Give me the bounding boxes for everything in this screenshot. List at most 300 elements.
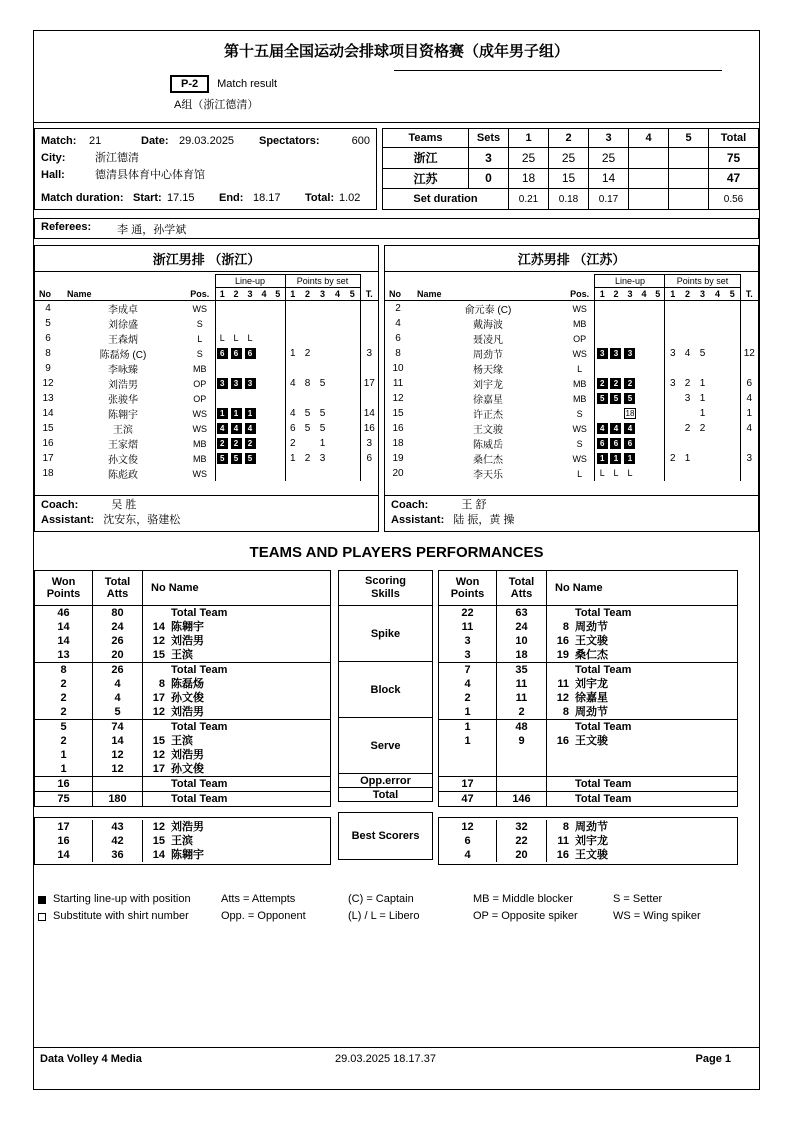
player-number: 6 [395,333,401,344]
performance-row [439,792,737,806]
points-in-set [330,361,345,376]
points-in-set [300,361,315,376]
start-value: 17.15 [167,192,195,204]
player-number [547,606,569,620]
points-in-set [665,391,680,406]
set-score: 14 [589,168,629,189]
player-number: 11 [392,378,404,389]
legend-item: OP = Opposite spiker [473,910,578,922]
points-in-set: 4 [285,376,300,391]
starting-position-square: 5 [610,393,621,404]
roster-group-header-row [385,275,758,288]
player-name: 周劲节 [575,621,608,633]
points-in-set: 5 [699,348,706,359]
points-in-set [725,316,740,331]
player-number [547,777,569,791]
won-points-value: 1 [35,748,93,762]
roster-home [34,245,379,532]
points-in-set [285,316,300,331]
player-number [143,792,165,806]
legend-row [38,891,759,908]
points-set-header: 3 [695,288,710,301]
player-row [385,436,758,451]
points-in-set [710,451,725,466]
player-name: 刘徐盛 [107,320,138,331]
set-score: 18 [509,168,549,189]
points-in-set [665,361,680,376]
points-in-set [330,436,345,451]
player-number: 15 [152,835,165,847]
player-number: 14 [152,621,165,633]
starting-position-square: 5 [597,393,608,404]
starting-position-square: 2 [624,378,635,389]
points-in-set [315,466,330,481]
points-in-set [725,406,740,421]
points-in-set [695,361,710,376]
points-in-set: 5 [304,408,311,419]
assistant-label: Assistant: [41,514,95,526]
player-name: Total Team [575,664,632,676]
total-atts-value: 10 [497,634,547,648]
player-number: 20 [392,468,404,479]
set-score [669,148,709,169]
match-number: 21 [89,135,102,147]
points-in-set [725,376,740,391]
won-points-header: Won Points [439,571,497,605]
points-in-set [345,346,360,361]
won-points-value: 16 [35,777,93,791]
performance-row [35,606,330,620]
points-set-header: 1 [665,288,680,301]
set-duration-row [383,189,759,210]
performance-row [35,634,330,648]
teams-header: Teams [383,129,469,148]
points-in-set [710,316,725,331]
total-atts-value: 24 [497,620,547,634]
won-points-value: 6 [439,834,497,848]
player-name: Total Team [575,778,632,790]
player-number: 17 [152,763,165,775]
player-number: 10 [392,363,404,374]
total-atts-value: 26 [93,634,143,648]
starting-position-square: 6 [231,348,242,359]
open-square-icon [38,913,46,921]
total-atts-value [93,777,143,791]
player-name: 陈威岳 [472,440,503,451]
won-points-value: 14 [35,848,93,862]
points-in-set: 4 [285,406,300,421]
player-number: 16 [556,849,569,861]
substitute-square: 18 [625,409,635,418]
performance-row [439,820,737,834]
total-atts-header: Total Atts [93,571,143,605]
legend-item: S = Setter [613,893,663,905]
points-set-header: 1 [285,288,300,301]
won-points-value: 17 [439,777,497,791]
player-row [35,421,378,436]
lineup-set-header: 3 [243,288,257,301]
player-row [35,346,378,361]
player-number: 4 [45,303,51,314]
player-name: 刘宇龙 [575,678,608,690]
no-header: No [35,288,61,301]
referees-label: Referees: [41,221,92,233]
won-points-value: 1 [439,734,497,748]
away-roster-table [385,274,758,481]
pos-header: Pos. [565,288,595,301]
player-name: 刘浩男 [171,706,204,718]
player-name: Total Team [171,607,228,619]
points-in-set [315,301,330,317]
home-team-title: 浙江男排 （浙江） [35,246,378,272]
points-in-set [315,346,330,361]
player-number [143,720,165,734]
spectators-value: 600 [351,135,370,147]
player-name: 陈翱宇 [171,621,204,633]
set2-header: 2 [549,129,589,148]
player-position: MB [572,393,587,404]
total-atts-value [497,762,547,776]
lineup-set-header: 1 [215,288,229,301]
player-name: 徐嘉星 [472,395,503,406]
points-in-set [695,301,710,317]
performance-row [35,691,330,705]
skill-label-opperror: Opp.error [339,773,432,787]
points-in-set [665,316,680,331]
won-points-value: 4 [439,677,497,691]
player-position: MB [192,363,207,374]
coach-row [391,498,752,513]
no-name-header: No Name [151,582,199,594]
points-total: 3 [360,436,378,451]
points-total [740,466,758,481]
player-name: 桑仁杰 [472,455,503,466]
won-points-value: 8 [35,663,93,677]
player-name: 聂凌凡 [472,335,503,346]
skill-group-block [35,662,330,719]
performance-row [35,762,330,776]
player-name: 王文骏 [575,735,608,747]
total-atts-value: 36 [93,848,143,862]
footer-page: Page 1 [695,1053,731,1065]
player-number: 9 [45,363,51,374]
points-in-set [330,421,345,436]
won-points-value: 47 [439,792,497,806]
performance-row [35,834,330,848]
player-number: 15 [152,735,165,747]
player-name: 周劲节 [575,706,608,718]
performance-row [439,720,737,734]
legend [38,891,759,925]
away-coach-box [385,495,758,531]
points-in-set [345,301,360,317]
points-in-set [710,346,725,361]
player-name: Total Team [171,778,228,790]
performance-row [439,834,737,848]
player-number: 11 [557,835,569,847]
player-name: 李天乐 [472,470,503,481]
player-name: 桑仁杰 [575,649,608,661]
points-in-set: 2 [285,436,300,451]
player-position: WS [192,408,207,419]
points-in-set [330,346,345,361]
points-in-set [710,331,725,346]
points-in-set [345,421,360,436]
total-atts-header: Total Atts [497,571,547,605]
player-name: 周劲节 [575,821,608,833]
points-total [360,316,378,331]
player-row [385,301,758,317]
home-coach-box [35,495,378,531]
performance-row [35,792,330,806]
player-number: 8 [395,348,401,359]
total-header: Total [709,129,759,148]
end-label: End: [219,192,244,204]
player-number: 15 [152,649,165,661]
player-name: 王文骏 [575,635,608,647]
coach-label: Coach: [41,499,79,511]
points-in-set [315,361,330,376]
player-number [143,663,165,677]
legend-item: Starting line-up with position [53,893,191,905]
points-in-set [680,361,695,376]
performances-row [34,570,759,865]
points-total [740,331,758,346]
performance-row [439,762,737,776]
starting-position-square: 1 [610,453,621,464]
total-atts-value: 20 [497,848,547,862]
points-total [740,361,758,376]
skill-group-total [439,791,737,806]
won-points-value [439,762,497,776]
skill-group-serve [35,719,330,776]
points-in-set [725,301,740,317]
skill-label-block: Block [339,661,432,717]
points-in-set [725,451,740,466]
player-number [143,606,165,620]
total-value: 1.02 [339,192,361,204]
player-position: S [576,408,583,419]
player-position: L [197,333,203,344]
total-atts-value: 12 [93,762,143,776]
player-number: 16 [42,438,54,449]
points-in-set: 2 [304,348,311,359]
player-position: MB [192,438,207,449]
points-in-set [680,331,695,346]
player-number: 8 [562,821,569,833]
points-in-set [695,331,710,346]
lineup-header: Line-up [595,275,665,288]
starting-position-square: 4 [597,423,608,434]
player-name: 李咏臻 [107,365,138,376]
points-in-set: 1 [684,453,691,464]
team-name: 江苏 [383,168,469,189]
total-atts-value: 26 [93,663,143,677]
player-name: 俞元泰 (C) [464,305,512,316]
lineup-set-header: 4 [257,288,271,301]
points-in-set [695,466,710,481]
performance-row [35,648,330,662]
city-label: City: [41,152,66,164]
points-in-set [345,391,360,406]
total-atts-value: 42 [93,834,143,848]
player-position: S [196,348,203,359]
points-in-set [710,361,725,376]
starting-position-square: 2 [217,438,228,449]
points-in-set [330,406,345,421]
skill-group-spike [439,605,737,662]
player-number: 12 [42,378,54,389]
total-atts-value: 20 [93,648,143,662]
sets-won: 3 [469,148,509,169]
points-in-set [285,331,300,346]
points-in-set: 6 [285,421,300,436]
points-total: 6 [740,376,758,391]
player-position: S [196,318,203,329]
player-name: 刘浩男 [171,821,204,833]
roster-column-header-row [35,288,378,301]
points-total [740,316,758,331]
points-in-set [680,406,695,421]
performance-row [35,663,330,677]
points-in-set [725,361,740,376]
player-number: 12 [392,393,404,404]
lineup-set-header: 2 [229,288,243,301]
player-row [35,376,378,391]
coach-label: Coach: [391,499,429,511]
player-position: L [577,363,583,374]
player-row [385,361,758,376]
points-set-header: 2 [680,288,695,301]
total-atts-value: 43 [93,820,143,834]
points-total: 3 [740,451,758,466]
points-total: 12 [740,346,758,361]
performance-row [35,720,330,734]
sets-won: 0 [469,168,509,189]
pos-header: Pos. [185,288,215,301]
player-row [35,391,378,406]
legend-item: Opp. = Opponent [221,910,306,922]
player-number: 16 [556,735,569,747]
points-in-set [695,316,710,331]
points-in-set [330,301,345,317]
player-name: 陈翱宇 [107,410,138,421]
legend-item: (C) = Captain [348,893,414,905]
player-number: 18 [42,468,54,479]
starting-position-square: 5 [231,453,242,464]
libero-mark: L [233,333,239,343]
player-number [547,762,569,776]
total-atts-value: 74 [93,720,143,734]
player-position: WS [572,348,587,359]
points-in-set: 2 [304,453,311,464]
form-code-row [170,75,759,93]
starting-position-square: 4 [231,423,242,434]
date-value: 29.03.2025 [179,135,235,147]
total-atts-value [497,748,547,762]
points-total [360,301,378,317]
total-atts-value: 11 [497,677,547,691]
points-in-set: 2 [684,423,691,434]
player-name: 刘浩男 [107,380,138,391]
points-total: 3 [360,346,378,361]
player-row [385,466,758,481]
player-name: Total Team [575,721,632,733]
match-info-box [34,128,377,210]
points-in-set [300,436,315,451]
starting-position-square: 4 [245,423,256,434]
player-position: OP [193,393,207,404]
filled-square-icon [38,896,46,904]
player-name: Total Team [171,664,228,676]
player-number: 12 [152,749,165,761]
starting-position-square: 2 [597,378,608,389]
performance-row [439,777,737,791]
match-info-row-duration [41,190,370,207]
points-in-set [330,391,345,406]
set-score: 15 [549,168,589,189]
points-in-set [680,301,695,317]
points-total [360,331,378,346]
player-number: 8 [562,621,569,633]
points-in-set [665,421,680,436]
points-in-set: 5 [319,423,326,434]
skill-group-serve [439,719,737,776]
player-name: 王文骏 [472,425,503,436]
won-points-value [439,748,497,762]
assistant-label: Assistant: [391,514,445,526]
legend-item: WS = Wing spiker [613,910,701,922]
total-atts-value: 48 [497,720,547,734]
player-number [547,720,569,734]
coach-name: 吴 胜 [111,499,137,511]
libero-mark: L [219,333,225,343]
performances-heading: TEAMS AND PLAYERS PERFORMANCES [249,544,544,561]
points-set-header: 3 [315,288,330,301]
scoring-skills-header: Scoring Skills [365,575,406,600]
libero-mark: L [627,468,633,478]
points-set-header: 2 [300,288,315,301]
total-atts-value: 14 [93,734,143,748]
won-points-value: 13 [35,648,93,662]
home-best-scorers [34,817,331,865]
lineup-set-header: 3 [623,288,637,301]
performance-row [439,848,737,862]
points-in-set [695,451,710,466]
report-title: 第十五届全国运动会排球项目资格赛（成年男子组） [223,43,569,60]
total-points: 47 [709,168,759,189]
coach-name: 王 舒 [461,499,487,511]
set-score: 25 [549,148,589,169]
sets-header: Sets [469,129,509,148]
points-in-set [665,331,680,346]
won-points-value: 46 [35,606,93,620]
player-number: 13 [42,393,54,404]
won-points-value: 4 [439,848,497,862]
won-points-value: 1 [35,762,93,776]
player-number: 8 [562,706,569,718]
total-atts-value: 4 [93,677,143,691]
footer-app-name: Data Volley 4 Media [40,1053,142,1065]
score-table [382,128,759,210]
total-atts-value: 80 [93,606,143,620]
points-in-set: 1 [319,438,326,449]
group-label: A组（浙江德清） [174,99,259,111]
points-in-set: 1 [285,346,300,361]
player-number: 16 [556,635,569,647]
total-atts-value: 63 [497,606,547,620]
set-score: 25 [589,148,629,169]
